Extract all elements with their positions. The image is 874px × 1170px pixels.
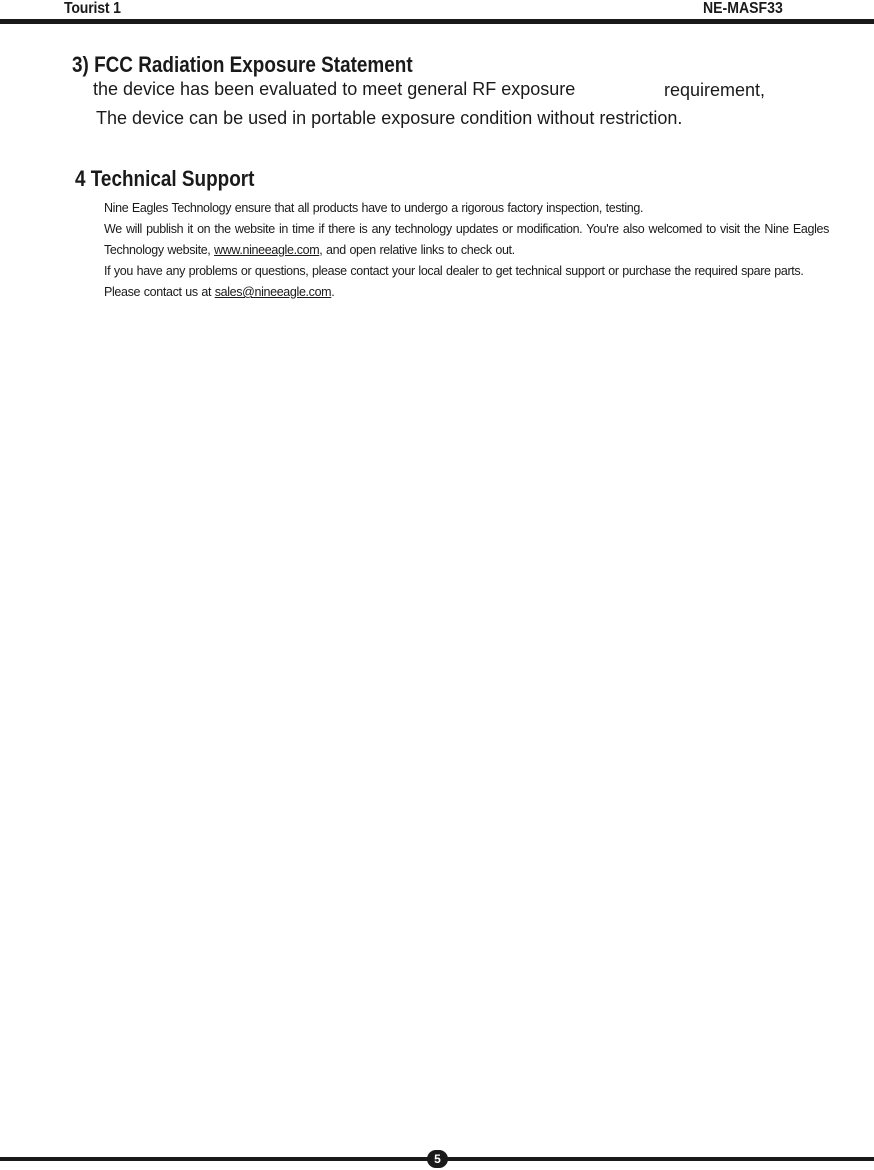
technical-support-title: 4 Technical Support xyxy=(75,166,255,191)
support-paragraph-contact xyxy=(104,282,829,303)
support-paragraph-dealer: If you have any problems or questions, please contact your local dealer to get technical support or purchase the required spare parts. xyxy=(104,264,804,278)
email-link[interactable]: sales@nineeagle.com xyxy=(214,285,332,299)
header-divider xyxy=(0,19,874,24)
website-link[interactable]: www.nineeagle.com xyxy=(214,243,320,257)
support-paragraph-inspection: Nine Eagles Technology ensure that all products have to undergo a rigorous factory inspection, testing. xyxy=(104,201,644,215)
header-product-name: Tourist 1 xyxy=(64,0,121,17)
support-contact-text-end: . xyxy=(331,285,335,299)
support-website-text: We will publish it on the website in time if there is any technology updates or modification. You're also welcomed to visit the Nine Eagles Technology website, xyxy=(104,222,829,257)
fcc-statement-line-1: the device has been evaluated to meet general RF exposure xyxy=(93,79,576,99)
technical-support-body xyxy=(104,198,829,303)
support-paragraph-website xyxy=(104,219,829,261)
page-number-badge: 5 xyxy=(427,1150,448,1168)
page-header xyxy=(0,0,874,26)
support-contact-text: Please contact us at xyxy=(104,285,215,299)
fcc-section-title: 3) FCC Radiation Exposure Statement xyxy=(72,52,413,77)
support-website-text-end: , and open relative links to check out. xyxy=(319,243,515,257)
fcc-statement-line-2: The device can be used in portable exposure condition without restriction. xyxy=(96,108,683,128)
fcc-statement-line-1-end: requirement, xyxy=(664,80,766,100)
header-model-number: NE-MASF33 xyxy=(703,0,783,17)
